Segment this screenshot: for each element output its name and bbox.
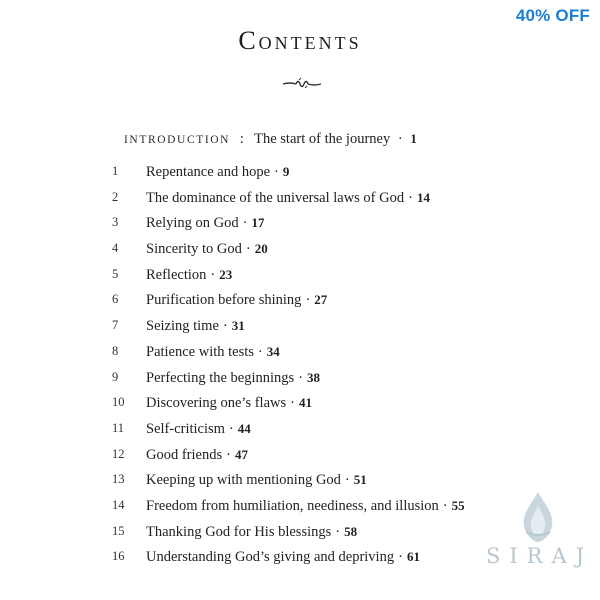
chapter-page-number: 44: [237, 420, 251, 436]
chapter-number: 9: [112, 369, 119, 384]
toc-entry: [0, 287, 600, 313]
chapter-page-number: 58: [344, 523, 358, 539]
toc-entry: [0, 416, 600, 442]
chapter-entry: [146, 467, 367, 494]
toc-entry: [0, 262, 600, 288]
dot-separator: ·: [226, 446, 231, 463]
chapter-page-number: 23: [219, 266, 233, 282]
chapter-entry: [146, 210, 264, 237]
chapter-entry: [146, 236, 268, 263]
chapter-page-number: 20: [254, 241, 268, 257]
page-title: Contents: [238, 26, 362, 55]
chapter-number: 13: [112, 472, 125, 487]
chapter-title: Self-criticism: [146, 420, 225, 437]
chapter-entry: [146, 185, 430, 212]
toc-entry: [0, 313, 600, 339]
chapter-title: Good friends: [146, 446, 223, 463]
dot-separator: ·: [290, 395, 295, 412]
chapter-number: 7: [112, 318, 119, 333]
dot-separator: ·: [335, 523, 341, 540]
dot-separator: ·: [210, 266, 216, 283]
toc-entry: [0, 185, 600, 211]
chapter-title: Keeping up with mentioning God: [146, 472, 341, 489]
chapter-title: Discovering one’s flaws: [146, 395, 287, 412]
chapter-page-number: 38: [307, 369, 321, 385]
chapter-number: 8: [112, 343, 119, 358]
dot-separator: ·: [274, 164, 279, 180]
introduction-separator: :: [239, 131, 244, 147]
chapter-number: 16: [112, 549, 125, 564]
dot-separator: ·: [397, 131, 403, 147]
chapter-page-number: 51: [353, 472, 367, 488]
chapter-title: Perfecting the beginnings: [146, 369, 295, 386]
chapter-number: 10: [112, 395, 125, 410]
chapter-entry: [146, 365, 320, 392]
toc-entry: [0, 390, 600, 416]
chapter-page-number: 9: [282, 164, 290, 179]
chapter-entry: [146, 313, 245, 340]
introduction-page-number: 1: [410, 131, 417, 146]
chapter-entry: [146, 390, 312, 417]
chapter-entry: [146, 442, 248, 469]
chapter-title: The dominance of the universal laws of God: [146, 189, 405, 206]
swirl-ornament-icon: [282, 76, 322, 90]
watermark-text: SIRAJ: [486, 544, 594, 568]
chapter-number: 1: [112, 164, 119, 178]
chapter-page-number: 14: [416, 189, 430, 205]
dot-separator: ·: [242, 215, 248, 232]
chapter-title: Repentance and hope: [146, 164, 271, 180]
dot-separator: ·: [442, 497, 448, 514]
chapter-title: Thanking God for His blessings: [146, 523, 332, 540]
chapter-number: 11: [112, 420, 125, 435]
chapter-entry: [146, 519, 357, 546]
dot-separator: ·: [222, 318, 228, 335]
chapter-entry: [146, 544, 420, 571]
chapter-title: Reflection: [146, 266, 207, 283]
chapter-title: Patience with tests: [146, 343, 254, 360]
siraj-watermark: [486, 488, 594, 580]
chapter-entry: [146, 416, 251, 443]
introduction-label: INTRODUCTION: [124, 134, 231, 146]
chapter-page-number: 31: [231, 318, 245, 334]
toc-entry: [0, 236, 600, 262]
introduction-entry: [124, 131, 417, 148]
chapter-number: 4: [112, 241, 119, 256]
toc-entry: [0, 442, 600, 468]
chapter-page-number: 55: [451, 497, 465, 513]
introduction-title: The start of the journey: [254, 131, 391, 147]
toc-entry: [0, 159, 600, 185]
chapter-number: 15: [112, 523, 125, 538]
chapter-title: Sincerity to God: [146, 241, 242, 258]
discount-badge: 40% OFF: [515, 6, 590, 25]
chapter-number: 12: [112, 446, 125, 461]
dot-separator: ·: [228, 420, 234, 437]
chapter-entry: [146, 159, 289, 186]
dot-separator: ·: [298, 369, 304, 386]
chapter-page-number: 61: [406, 549, 420, 565]
chapter-number: 6: [112, 292, 119, 307]
flame-drop-icon: [486, 488, 590, 546]
dot-separator: ·: [344, 472, 350, 489]
chapter-title: Seizing time: [146, 318, 219, 335]
dot-separator: ·: [245, 241, 251, 258]
dot-separator: ·: [408, 189, 413, 206]
chapter-title: Freedom from humiliation, neediness, and illusion: [146, 497, 439, 514]
chapter-number: 3: [112, 215, 119, 230]
chapter-entry: [146, 262, 232, 289]
chapter-page-number: 47: [234, 446, 248, 462]
chapter-entry: [146, 287, 327, 314]
chapter-number: 5: [112, 266, 119, 281]
chapter-title: Relying on God: [146, 215, 239, 232]
chapter-number: 14: [112, 497, 125, 512]
chapter-entry: [146, 339, 280, 366]
chapter-page-number: 41: [298, 395, 312, 411]
dot-separator: ·: [398, 549, 403, 566]
toc-entry: [0, 339, 600, 365]
dot-separator: ·: [257, 343, 263, 360]
chapter-page-number: 27: [314, 292, 328, 308]
chapter-entry: [146, 493, 465, 520]
chapter-number: 2: [112, 189, 119, 204]
chapter-page-number: 34: [266, 343, 280, 359]
chapter-page-number: 17: [251, 215, 265, 231]
dot-separator: ·: [305, 292, 311, 309]
chapter-title: Purification before shining: [146, 292, 302, 309]
toc-entry: [0, 210, 600, 236]
chapter-title: Understanding God’s giving and depriving: [146, 549, 395, 566]
toc-entry: [0, 365, 600, 391]
